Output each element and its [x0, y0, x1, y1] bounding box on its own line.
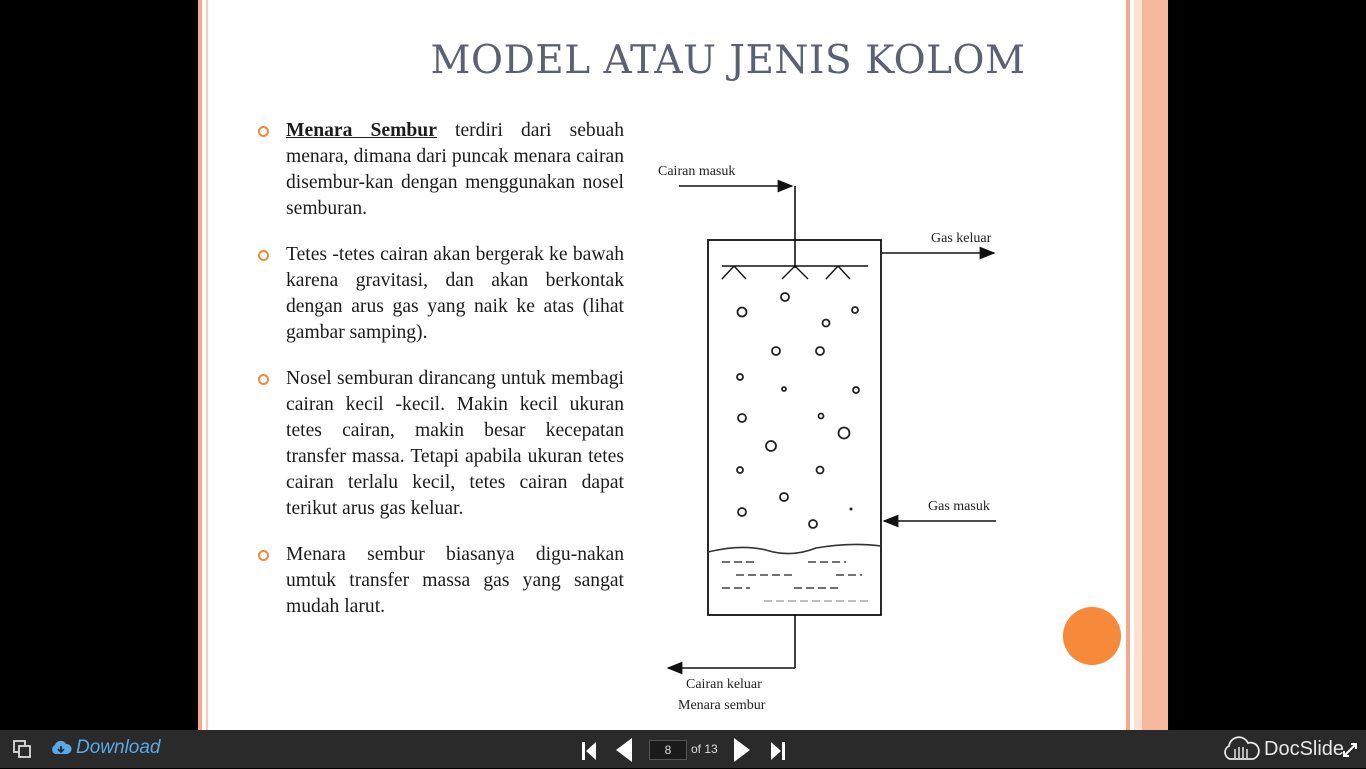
brand-label: DocSlide [1264, 737, 1345, 760]
bullet-strong: Menara Sembur [286, 120, 437, 141]
fullscreen-button[interactable] [1342, 742, 1358, 763]
first-page-button[interactable] [580, 740, 598, 767]
droplets [737, 293, 859, 528]
last-page-icon [769, 740, 787, 762]
label-cairan-masuk: Cairan masuk [658, 164, 736, 179]
spray-tower-diagram [646, 140, 1046, 720]
right-stripe-wide [1142, 0, 1168, 730]
prev-page-button[interactable] [614, 736, 634, 769]
page-total-label: of 13 [691, 742, 718, 756]
bullet-icon [258, 250, 269, 261]
bullet-icon [258, 374, 269, 385]
copy-icon[interactable] [12, 739, 32, 764]
slide [198, 0, 1168, 730]
right-stripe-thin [1126, 0, 1130, 730]
label-cairan-keluar: Cairan keluar [686, 677, 762, 692]
bullet-item [256, 542, 624, 620]
next-page-icon [732, 736, 752, 764]
expand-icon [1342, 742, 1358, 758]
bullet-icon [258, 126, 269, 137]
bullet-text: Nosel semburan dirancang untuk membagi cairan kecil -kecil. Makin kecil ukuran tetes cairan, makin besar kecepatan transfer massa. Tetapi apabila ukuran tetes cairan terlalu kecil, tetes cairan dapat terikut arus gas keluar. [286, 368, 624, 519]
viewer-toolbar [0, 730, 1366, 768]
right-stripe-light [1134, 0, 1142, 730]
docslide-logo[interactable] [1222, 736, 1344, 762]
cloud-logo-icon [1222, 736, 1260, 762]
liquid-pool [722, 562, 868, 601]
bullet-item [256, 366, 624, 522]
last-page-button[interactable] [769, 740, 787, 767]
bullet-text: Menara sembur biasanya digu-nakan umtuk transfer massa gas yang sangat mudah larut. [286, 544, 624, 617]
first-page-icon [580, 740, 598, 762]
nozzle-icon [722, 266, 850, 279]
left-stripe [198, 0, 202, 730]
label-gas-masuk: Gas masuk [928, 499, 990, 514]
bullet-item [256, 242, 624, 346]
cloud-download-icon [50, 739, 72, 757]
bullet-item [256, 118, 624, 222]
download-button[interactable] [50, 737, 161, 759]
next-page-button[interactable] [732, 736, 752, 769]
label-gas-keluar: Gas keluar [931, 231, 992, 246]
liquid-surface [708, 544, 881, 553]
left-stripe-thin [206, 0, 208, 730]
bullet-text: Tetes -tetes cairan akan bergerak ke bawah karena gravitasi, dan akan berkontak dengan arus gas yang naik ke atas (lihat gambar samping). [286, 244, 624, 343]
bullet-text: terdiri dari sebuah menara, dimana dari puncak menara cairan disembur-kan dengan menggunakan nosel semburan. [286, 120, 624, 219]
bullet-icon [258, 550, 269, 561]
diagram-caption: Menara sembur [678, 698, 766, 713]
slide-title: MODEL ATAU JENIS KOLOM [430, 38, 1026, 83]
tower-shell [708, 240, 881, 615]
decorative-circle [1063, 607, 1121, 665]
droplet-small [850, 508, 853, 511]
download-label: Download [76, 737, 161, 758]
page-number-input[interactable]: 8 [649, 740, 687, 760]
prev-page-icon [614, 736, 634, 764]
bullet-list [256, 118, 624, 640]
